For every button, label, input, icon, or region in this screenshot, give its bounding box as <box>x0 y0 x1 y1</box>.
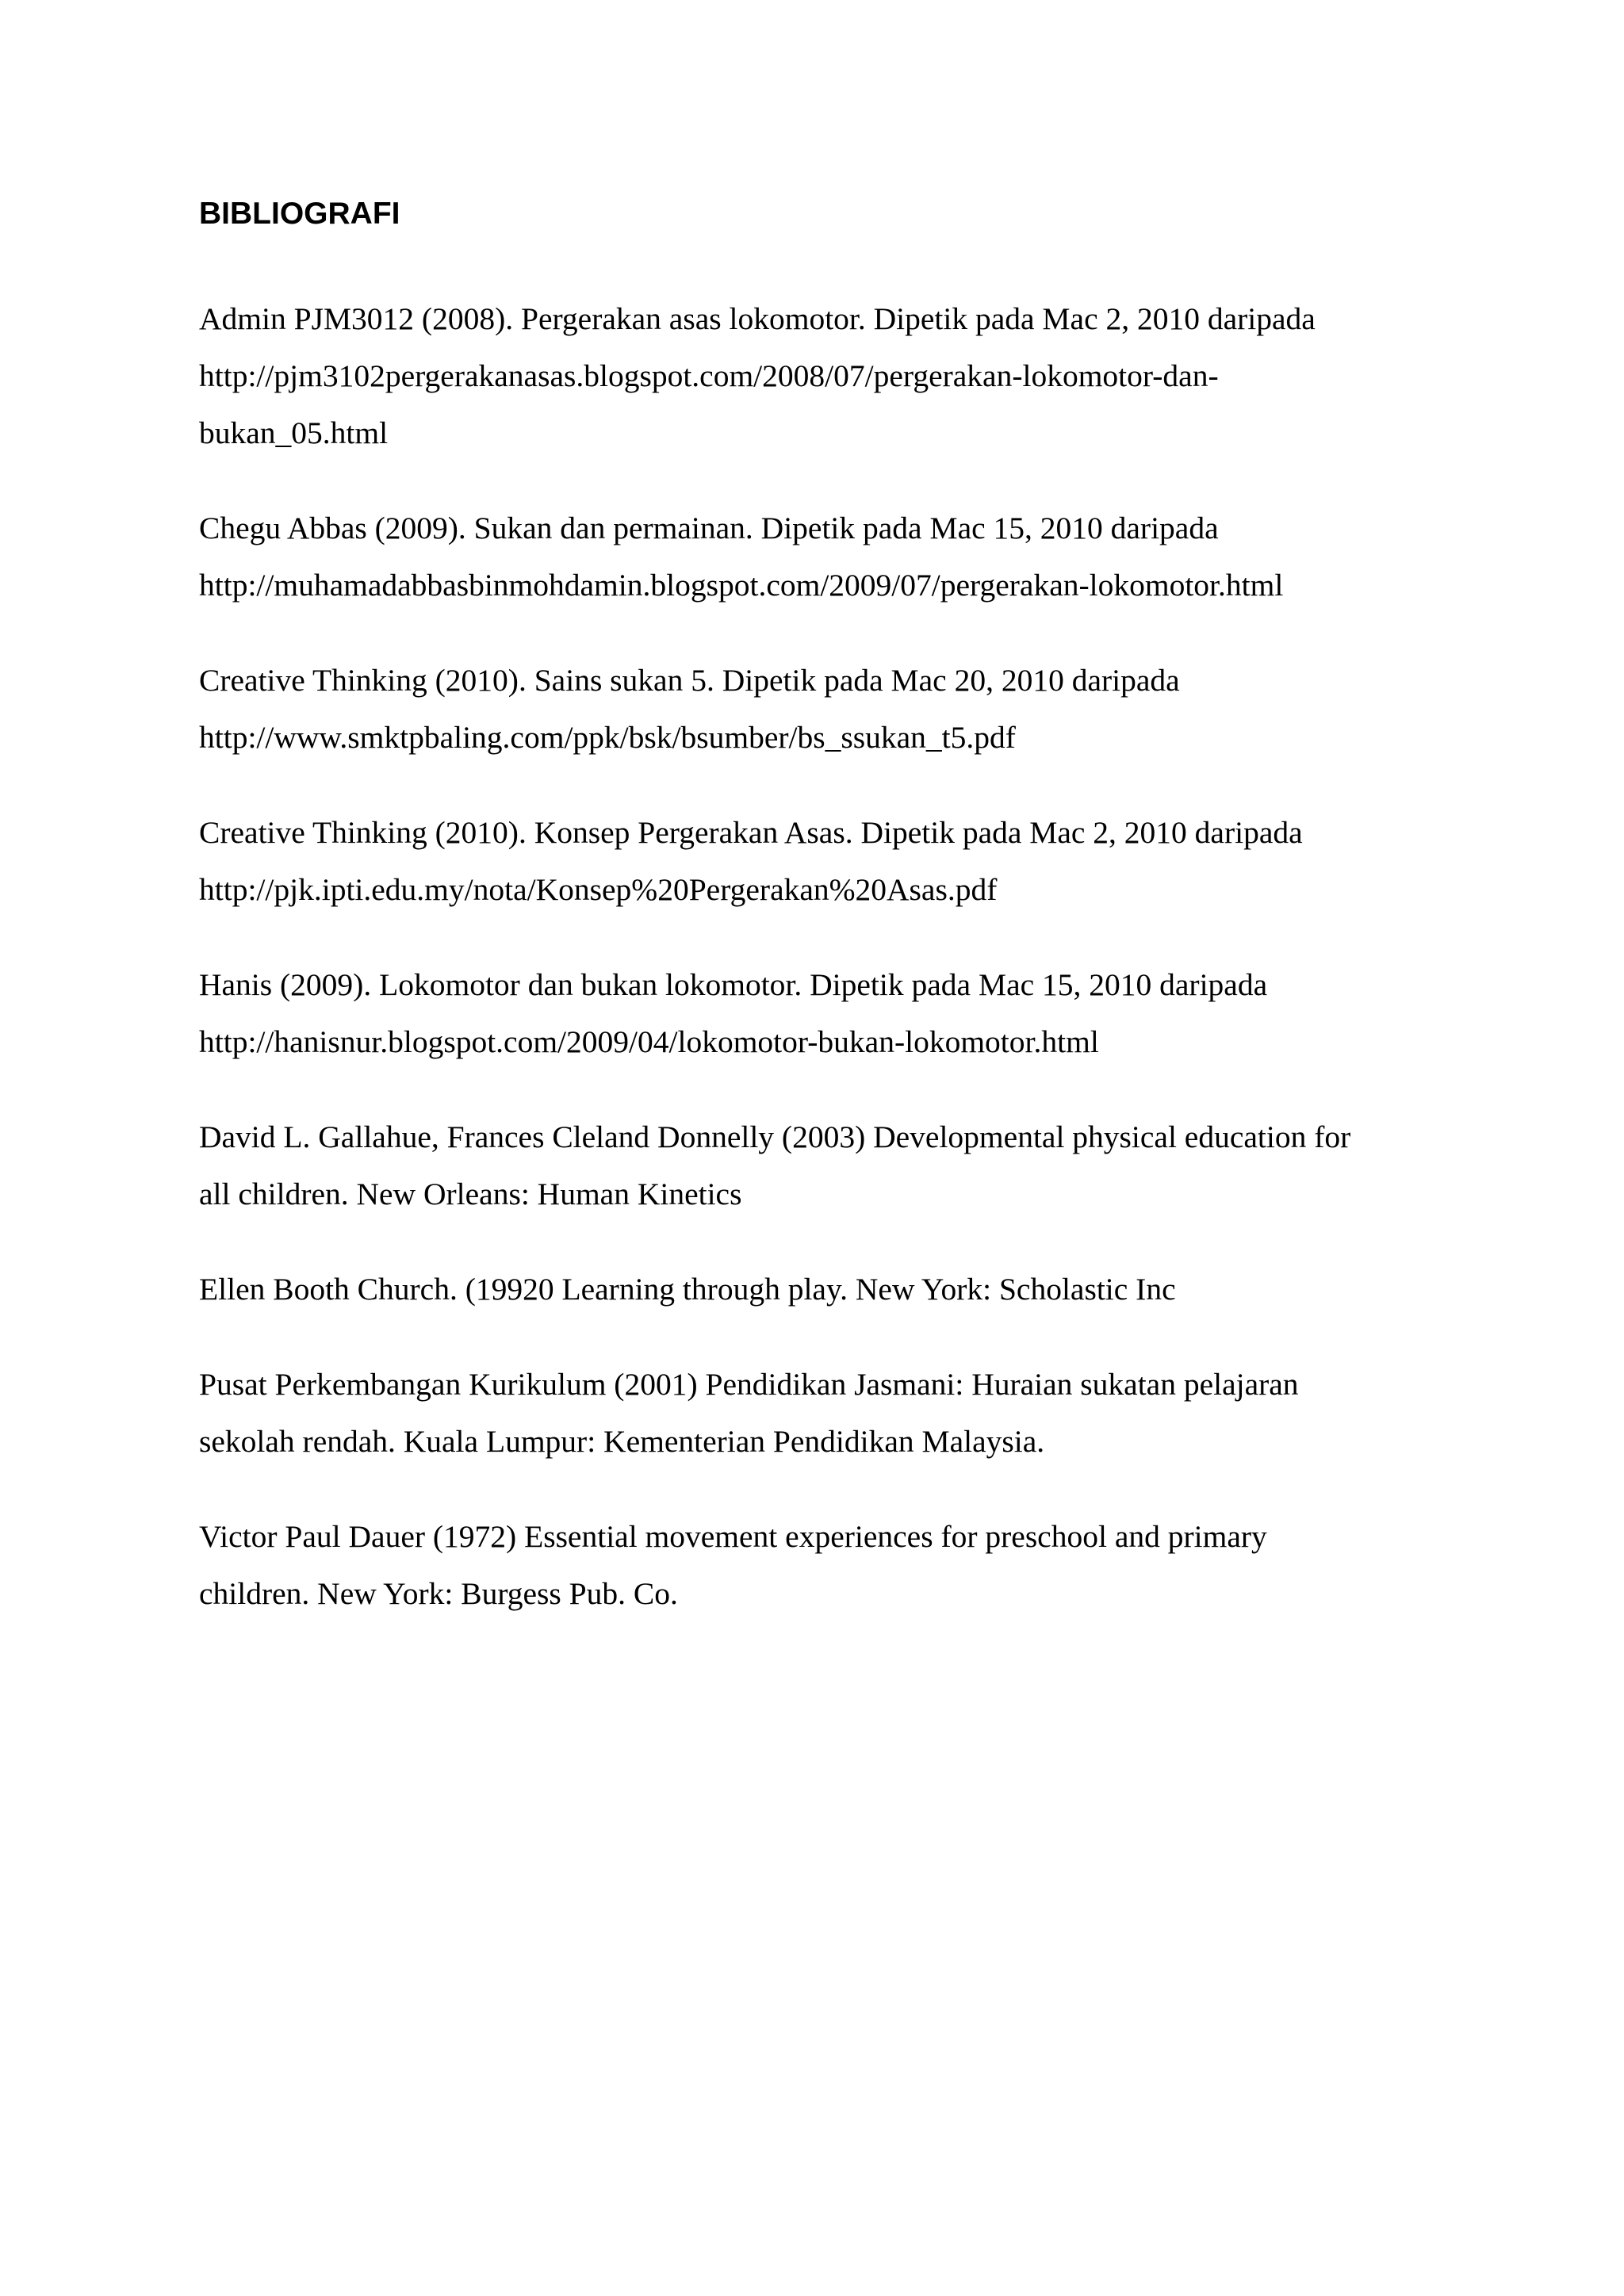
page-title: BIBLIOGRAFI <box>199 197 400 231</box>
entry-line: Creative Thinking (2010). Konsep Pergerakan Asas. Dipetik pada Mac 2, 2010 daripada <box>199 815 1303 850</box>
entry-line: http://hanisnur.blogspot.com/2009/04/lokomotor-bukan-lokomotor.html <box>199 1024 1099 1059</box>
entry-line: bukan_05.html <box>199 415 389 450</box>
entry-line: all children. New Orleans: Human Kinetics <box>199 1177 742 1211</box>
entry-line: Hanis (2009). Lokomotor dan bukan lokomotor. Dipetik pada Mac 15, 2010 daripada <box>199 967 1268 1002</box>
entry-line: Ellen Booth Church. (19920 Learning through play. New York: Scholastic Inc <box>199 1272 1176 1307</box>
bibliography-entry <box>199 499 1436 614</box>
entry-line: Creative Thinking (2010). Sains sukan 5. Dipetik pada Mac 20, 2010 daripada <box>199 663 1180 698</box>
entry-line: sekolah rendah. Kuala Lumpur: Kementerian Pendidikan Malaysia. <box>199 1424 1045 1459</box>
bibliography-entry <box>199 1356 1436 1470</box>
entry-line: Admin PJM3012 (2008). Pergerakan asas lokomotor. Dipetik pada Mac 2, 2010 daripada <box>199 301 1316 336</box>
bibliography-list <box>199 290 1436 1660</box>
bibliography-entry <box>199 1261 1436 1318</box>
entry-line: children. New York: Burgess Pub. Co. <box>199 1576 678 1611</box>
bibliography-entry <box>199 956 1436 1070</box>
bibliography-entry <box>199 652 1436 766</box>
bibliography-entry <box>199 1508 1436 1622</box>
entry-line: Victor Paul Dauer (1972) Essential movement experiences for preschool and primary <box>199 1519 1267 1554</box>
entry-line: David L. Gallahue, Frances Cleland Donnelly (2003) Developmental physical education for <box>199 1119 1351 1154</box>
bibliography-entry <box>199 1108 1436 1223</box>
bibliography-entry <box>199 804 1436 918</box>
bibliography-entry <box>199 290 1436 461</box>
entry-line: http://pjm3102pergerakanasas.blogspot.com/2008/07/pergerakan-lokomotor-dan- <box>199 358 1219 393</box>
entry-line: http://www.smktpbaling.com/ppk/bsk/bsumber/bs_ssukan_t5.pdf <box>199 720 1016 755</box>
entry-line: http://pjk.ipti.edu.my/nota/Konsep%20Pergerakan%20Asas.pdf <box>199 872 998 907</box>
entry-line: Pusat Perkembangan Kurikulum (2001) Pendidikan Jasmani: Huraian sukatan pelajaran <box>199 1367 1299 1402</box>
entry-line: http://muhamadabbasbinmohdamin.blogspot.com/2009/07/pergerakan-lokomotor.html <box>199 568 1284 603</box>
entry-line: Chegu Abbas (2009). Sukan dan permainan. Dipetik pada Mac 15, 2010 daripada <box>199 511 1219 545</box>
